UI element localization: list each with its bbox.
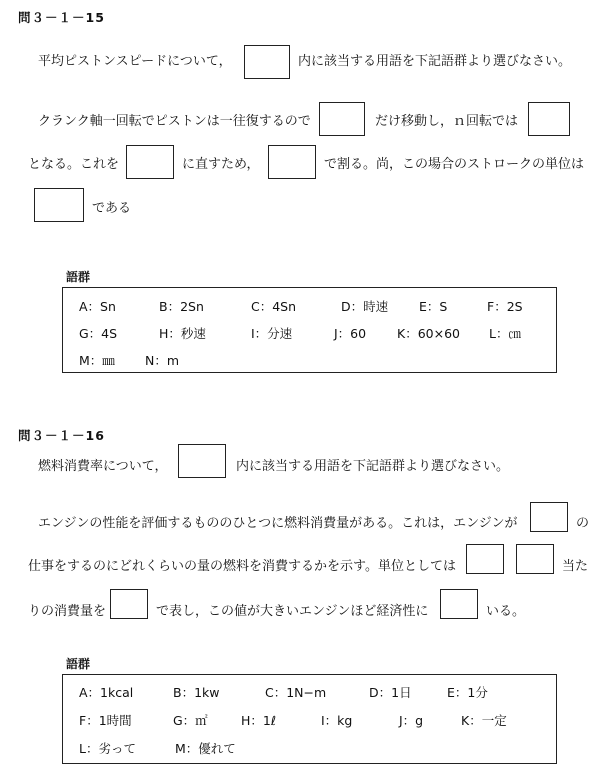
q15-vocab-item: A：Sn xyxy=(79,299,116,314)
q16-vocab-item: F：1時間 xyxy=(79,713,132,728)
q16-line2-part-a: 仕事をするのにどれくらいの量の燃料を消費するかを示す。単位としては xyxy=(28,559,456,574)
q16-vocab-item: H：1ℓ xyxy=(241,713,277,728)
q16-line3-part-c: いる。 xyxy=(486,604,526,619)
q15-vocab-item: L：㎝ xyxy=(489,326,521,341)
q15-vocab-row-3 xyxy=(79,351,549,369)
q16-vocab-item: A：1kcal xyxy=(79,685,134,700)
q15-line1-part-b: だけ移動し，ｎ回転では xyxy=(375,114,519,129)
q15-vocab-item: K：60×60 xyxy=(397,326,460,341)
q15-vocab-item: B：2Sn xyxy=(159,299,204,314)
q15-vocab-item: N：m xyxy=(145,353,180,368)
q15-vocab-item: I：分速 xyxy=(251,326,293,341)
q16-vocab-row-2 xyxy=(79,711,549,729)
q16-line1-part-b: の xyxy=(576,516,590,531)
q16-instruction-part-a: 燃料消費率について， xyxy=(38,459,168,474)
q15-vocab-item: D：時速 xyxy=(341,299,389,314)
q15-vocab-row-2 xyxy=(79,324,549,342)
q16-vocab-item: M：優れて xyxy=(175,741,236,756)
q16-line1-part-a: エンジンの性能を評価するもののひとつに燃料消費量がある。これは，エンジンが xyxy=(38,516,518,531)
q15-vocab-item: H：秒速 xyxy=(159,326,206,341)
q15-vocab-item: J：60 xyxy=(334,326,367,341)
q16-vocab-item: B：1kw xyxy=(173,685,220,700)
q16-vocab-item: E：1分 xyxy=(447,685,488,700)
q16-vocab-item: D：1日 xyxy=(369,685,412,700)
q15-line1-part-a: クランク軸一回転でピストンは一往復するので xyxy=(38,114,311,129)
q15-blank-5 xyxy=(34,188,84,222)
q15-vocab-item: E：S xyxy=(419,299,448,314)
q15-blank-2 xyxy=(528,102,570,136)
q16-line3-part-b: で表し，この値が大きいエンジンほど経済性に xyxy=(156,604,429,619)
question-number-15: 問３－１－15 xyxy=(18,10,105,25)
q16-blank-4 xyxy=(110,589,148,619)
q15-blank-4 xyxy=(268,145,316,179)
q15-blank-1 xyxy=(319,102,365,136)
q15-line3-part-a: である xyxy=(92,201,132,216)
q16-line3-part-a: りの消費量を xyxy=(28,604,107,619)
q16-vocab-item: K：一定 xyxy=(461,713,507,728)
q16-vocab-row-3 xyxy=(79,739,549,757)
q15-vocab-item: G：4S xyxy=(79,326,118,341)
q16-vocab-label: 語群 xyxy=(66,657,91,671)
q16-blank-2 xyxy=(466,544,504,574)
q15-instruction-part-a: 平均ピストンスピードについて， xyxy=(38,54,232,69)
q15-line2-part-a: となる。これを xyxy=(28,157,120,172)
q16-vocab-box xyxy=(62,674,557,764)
q15-vocab-row-1 xyxy=(79,297,549,315)
q15-vocab-box xyxy=(62,287,557,373)
q16-blank-5 xyxy=(440,589,478,619)
q16-vocab-item: G：㎡ xyxy=(173,713,208,728)
q16-vocab-item: L：劣って xyxy=(79,741,136,756)
q15-blank-3 xyxy=(126,145,174,179)
question-number-16: 問３－１－16 xyxy=(18,428,105,443)
q15-vocab-label: 語群 xyxy=(66,270,91,284)
q16-line2-part-b: 当た xyxy=(562,559,589,574)
q16-vocab-row-1 xyxy=(79,683,549,701)
q15-instruction-blank xyxy=(244,45,290,79)
q15-vocab-item: C：4Sn xyxy=(251,299,297,314)
q16-vocab-item: J：g xyxy=(399,713,424,728)
q16-instruction-part-b: 内に該当する用語を下記語群より選びなさい。 xyxy=(236,459,510,474)
q16-blank-1 xyxy=(530,502,568,532)
q15-vocab-item: M：㎜ xyxy=(79,353,115,368)
q16-blank-3 xyxy=(516,544,554,574)
q15-line2-part-b: に直すため， xyxy=(182,157,260,172)
q15-instruction-part-b: 内に該当する用語を下記語群より選びなさい。 xyxy=(298,54,572,69)
q15-line2-part-c: で割る。尚，この場合のストロークの単位は xyxy=(324,157,585,172)
q16-instruction-blank xyxy=(178,444,226,478)
q15-vocab-item: F：2S xyxy=(487,299,523,314)
q16-vocab-item: I：kg xyxy=(321,713,353,728)
q16-vocab-item: C：1N−m xyxy=(265,685,327,700)
